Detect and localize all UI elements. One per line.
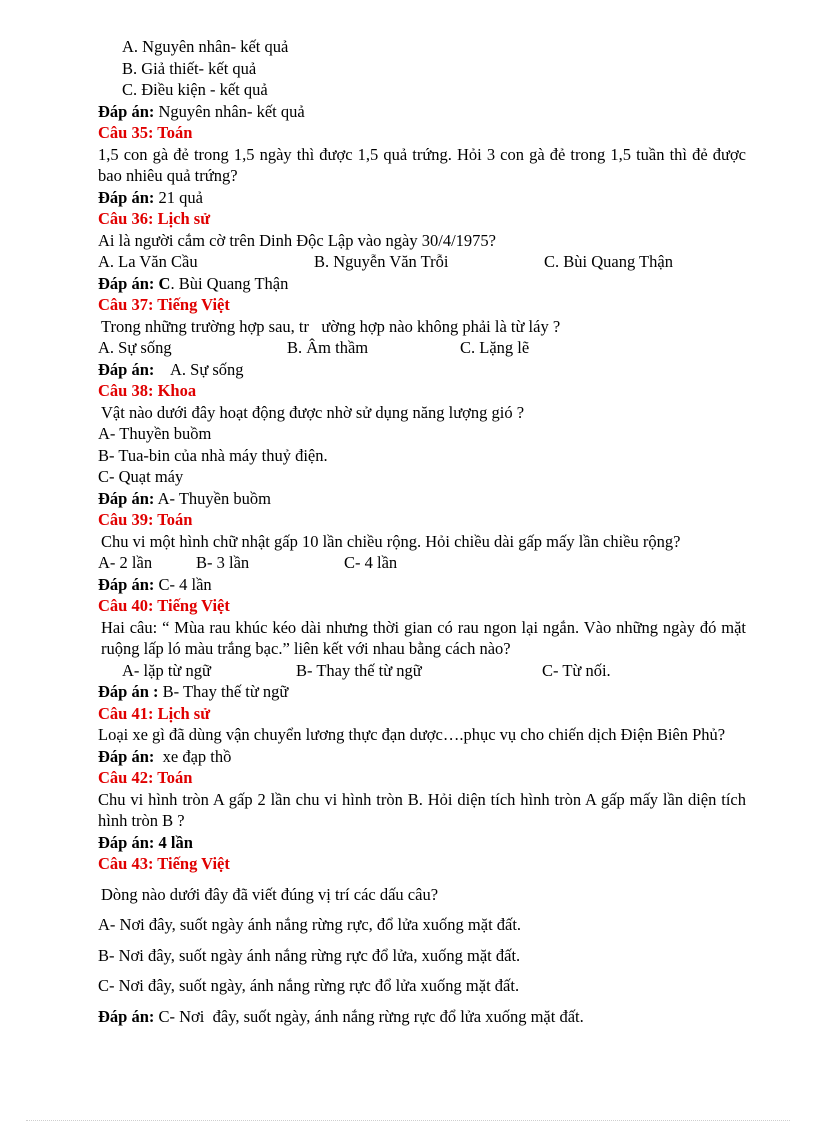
answer-text: . Bùi Quang Thận — [170, 273, 289, 293]
q38-title: Câu 38: Khoa — [98, 381, 197, 400]
q42-question: Chu vi hình tròn A gấp 2 lần chu vi hình tròn B. Hỏi diện tích hình tròn A gấp mấy lần diện tích hình tròn B ? — [98, 789, 746, 830]
q40-option-c: C- Từ nối. — [542, 660, 611, 680]
q43-option-c: C- Nơi đây, suốt ngày, ánh nắng rừng rực đổ lửa xuống mặt đất. — [98, 976, 520, 995]
q38-option-a: A- Thuyền buồm — [98, 424, 212, 443]
answer-text: Nguyên nhân- kết quả — [154, 101, 305, 121]
q40-option-b: B- Thay thế từ ngữ — [296, 660, 422, 680]
q37-option-c: C. Lặng lẽ — [460, 338, 530, 357]
q41-answer — [98, 746, 746, 768]
q37-options — [98, 337, 746, 359]
q38-option-c: C- Quạt máy — [98, 467, 184, 486]
answer-text: 21 quả — [154, 187, 203, 207]
q43-question: Dòng nào dưới đây đã viết đúng vị trí các dấu câu? — [101, 884, 439, 904]
q35-question: 1,5 con gà đẻ trong 1,5 ngày thì được 1,5 quả trứng. Hỏi 3 con gà đẻ trong 1,5 tuần thì đẻ được bao nhiêu quả trứng? — [98, 144, 746, 185]
answer-text: A. Sự sống — [154, 359, 244, 379]
q39-option-c: C- 4 lần — [344, 553, 398, 572]
q38-question: Vật nào dưới đây hoạt động được nhờ sử dụng năng lượng gió ? — [101, 402, 525, 422]
q36-option-a: A. La Văn Cầu — [98, 252, 198, 271]
spacer — [98, 875, 746, 884]
q37-question: Trong những trường hợp sau, tr ường hợp nào không phải là từ láy ? — [101, 316, 561, 336]
answer-label: Đáp án : — [98, 682, 159, 701]
answer-label: Đáp án: — [98, 101, 155, 121]
q34-option-c: C. Điều kiện - kết quả — [122, 80, 268, 99]
q43-title: Câu 43: Tiếng Việt — [98, 854, 230, 873]
q41-title: Câu 41: Lịch sử — [98, 703, 211, 723]
q37-option-a: A. Sự sống — [98, 338, 172, 357]
document-page — [98, 36, 746, 1027]
q37-title: Câu 37: Tiếng Việt — [98, 295, 230, 314]
q43-option-a: A- Nơi đây, suốt ngày ánh nắng rừng rực, đổ lửa xuống mặt đất. — [98, 915, 522, 934]
page-bottom-rule — [26, 1120, 790, 1121]
q40-title: Câu 40: Tiếng Việt — [98, 596, 230, 615]
q39-title: Câu 39: Toán — [98, 510, 193, 529]
q36-question: Ai là người cắm cờ trên Dinh Độc Lập vào ngày 30/4/1975? — [98, 230, 496, 250]
q41-question: Loại xe gì đã dùng vận chuyển lương thực đạn dược….phục vụ cho chiến dịch Điện Biên Phủ? — [98, 725, 726, 744]
q37-option-b: B. Âm thầm — [287, 338, 369, 357]
q40-answer — [98, 681, 746, 703]
q35-answer — [98, 187, 746, 209]
q37-answer — [98, 359, 746, 381]
answer-text: A- Thuyền buồm — [154, 488, 271, 508]
q39-option-b: B- 3 lần — [196, 553, 250, 572]
answer-label: Đáp án: — [98, 359, 155, 379]
answer-text: C- Nơi đây, suốt ngày, ánh nắng rừng rực đổ lửa xuống mặt đất. — [154, 1006, 584, 1026]
answer-label: Đáp án: C — [98, 273, 171, 293]
q34-answer — [98, 101, 746, 123]
q43-option-b: B- Nơi đây, suốt ngày ánh nắng rừng rực đổ lửa, xuống mặt đất. — [98, 945, 521, 965]
spacer — [98, 997, 746, 1006]
q42-answer: Đáp án: 4 lần — [98, 832, 193, 852]
q38-option-b: B- Tua-bin của nhà máy thuỷ điện. — [98, 445, 328, 465]
answer-text: B- Thay thế từ ngữ — [158, 682, 289, 701]
spacer — [98, 966, 746, 975]
q39-answer — [98, 574, 746, 596]
answer-label: Đáp án: — [98, 1006, 155, 1026]
answer-label: Đáp án: — [98, 574, 155, 594]
q43-answer — [98, 1006, 746, 1028]
q40-options — [98, 660, 746, 682]
q39-options — [98, 552, 746, 574]
q36-option-b: B. Nguyễn Văn Trỗi — [314, 252, 449, 271]
spacer — [98, 936, 746, 945]
q38-answer — [98, 488, 746, 510]
q40-option-a: A- lặp từ ngữ — [122, 660, 211, 680]
q34-option-b: B. Giả thiết- kết quả — [122, 58, 257, 78]
answer-label: Đáp án: — [98, 746, 155, 766]
q40-question: Hai câu: “ Mùa rau khúc kéo dài nhưng thời gian có rau ngon lại ngắn. Vào những ngày đó mặt ruộng lấp ló màu trắng bạc.” liên kết với nhau bằng cách nào? — [101, 617, 746, 658]
q35-title: Câu 35: Toán — [98, 123, 193, 142]
q39-question: Chu vi một hình chữ nhật gấp 10 lần chiều rộng. Hỏi chiều dài gấp mấy lần chiều rộng? — [101, 531, 681, 551]
q36-answer — [98, 273, 746, 295]
answer-text: C- 4 lần — [154, 574, 212, 594]
q36-option-c: C. Bùi Quang Thận — [544, 252, 673, 271]
answer-label: Đáp án: — [98, 187, 155, 207]
q36-title: Câu 36: Lịch sử — [98, 209, 211, 228]
q42-title: Câu 42: Toán — [98, 768, 193, 787]
answer-text: xe đạp thồ — [154, 746, 232, 766]
q39-option-a: A- 2 lần — [98, 553, 153, 572]
q36-options — [98, 251, 746, 273]
q34-option-a: A. Nguyên nhân- kết quả — [122, 37, 289, 56]
spacer — [98, 905, 746, 914]
answer-label: Đáp án: — [98, 488, 155, 508]
